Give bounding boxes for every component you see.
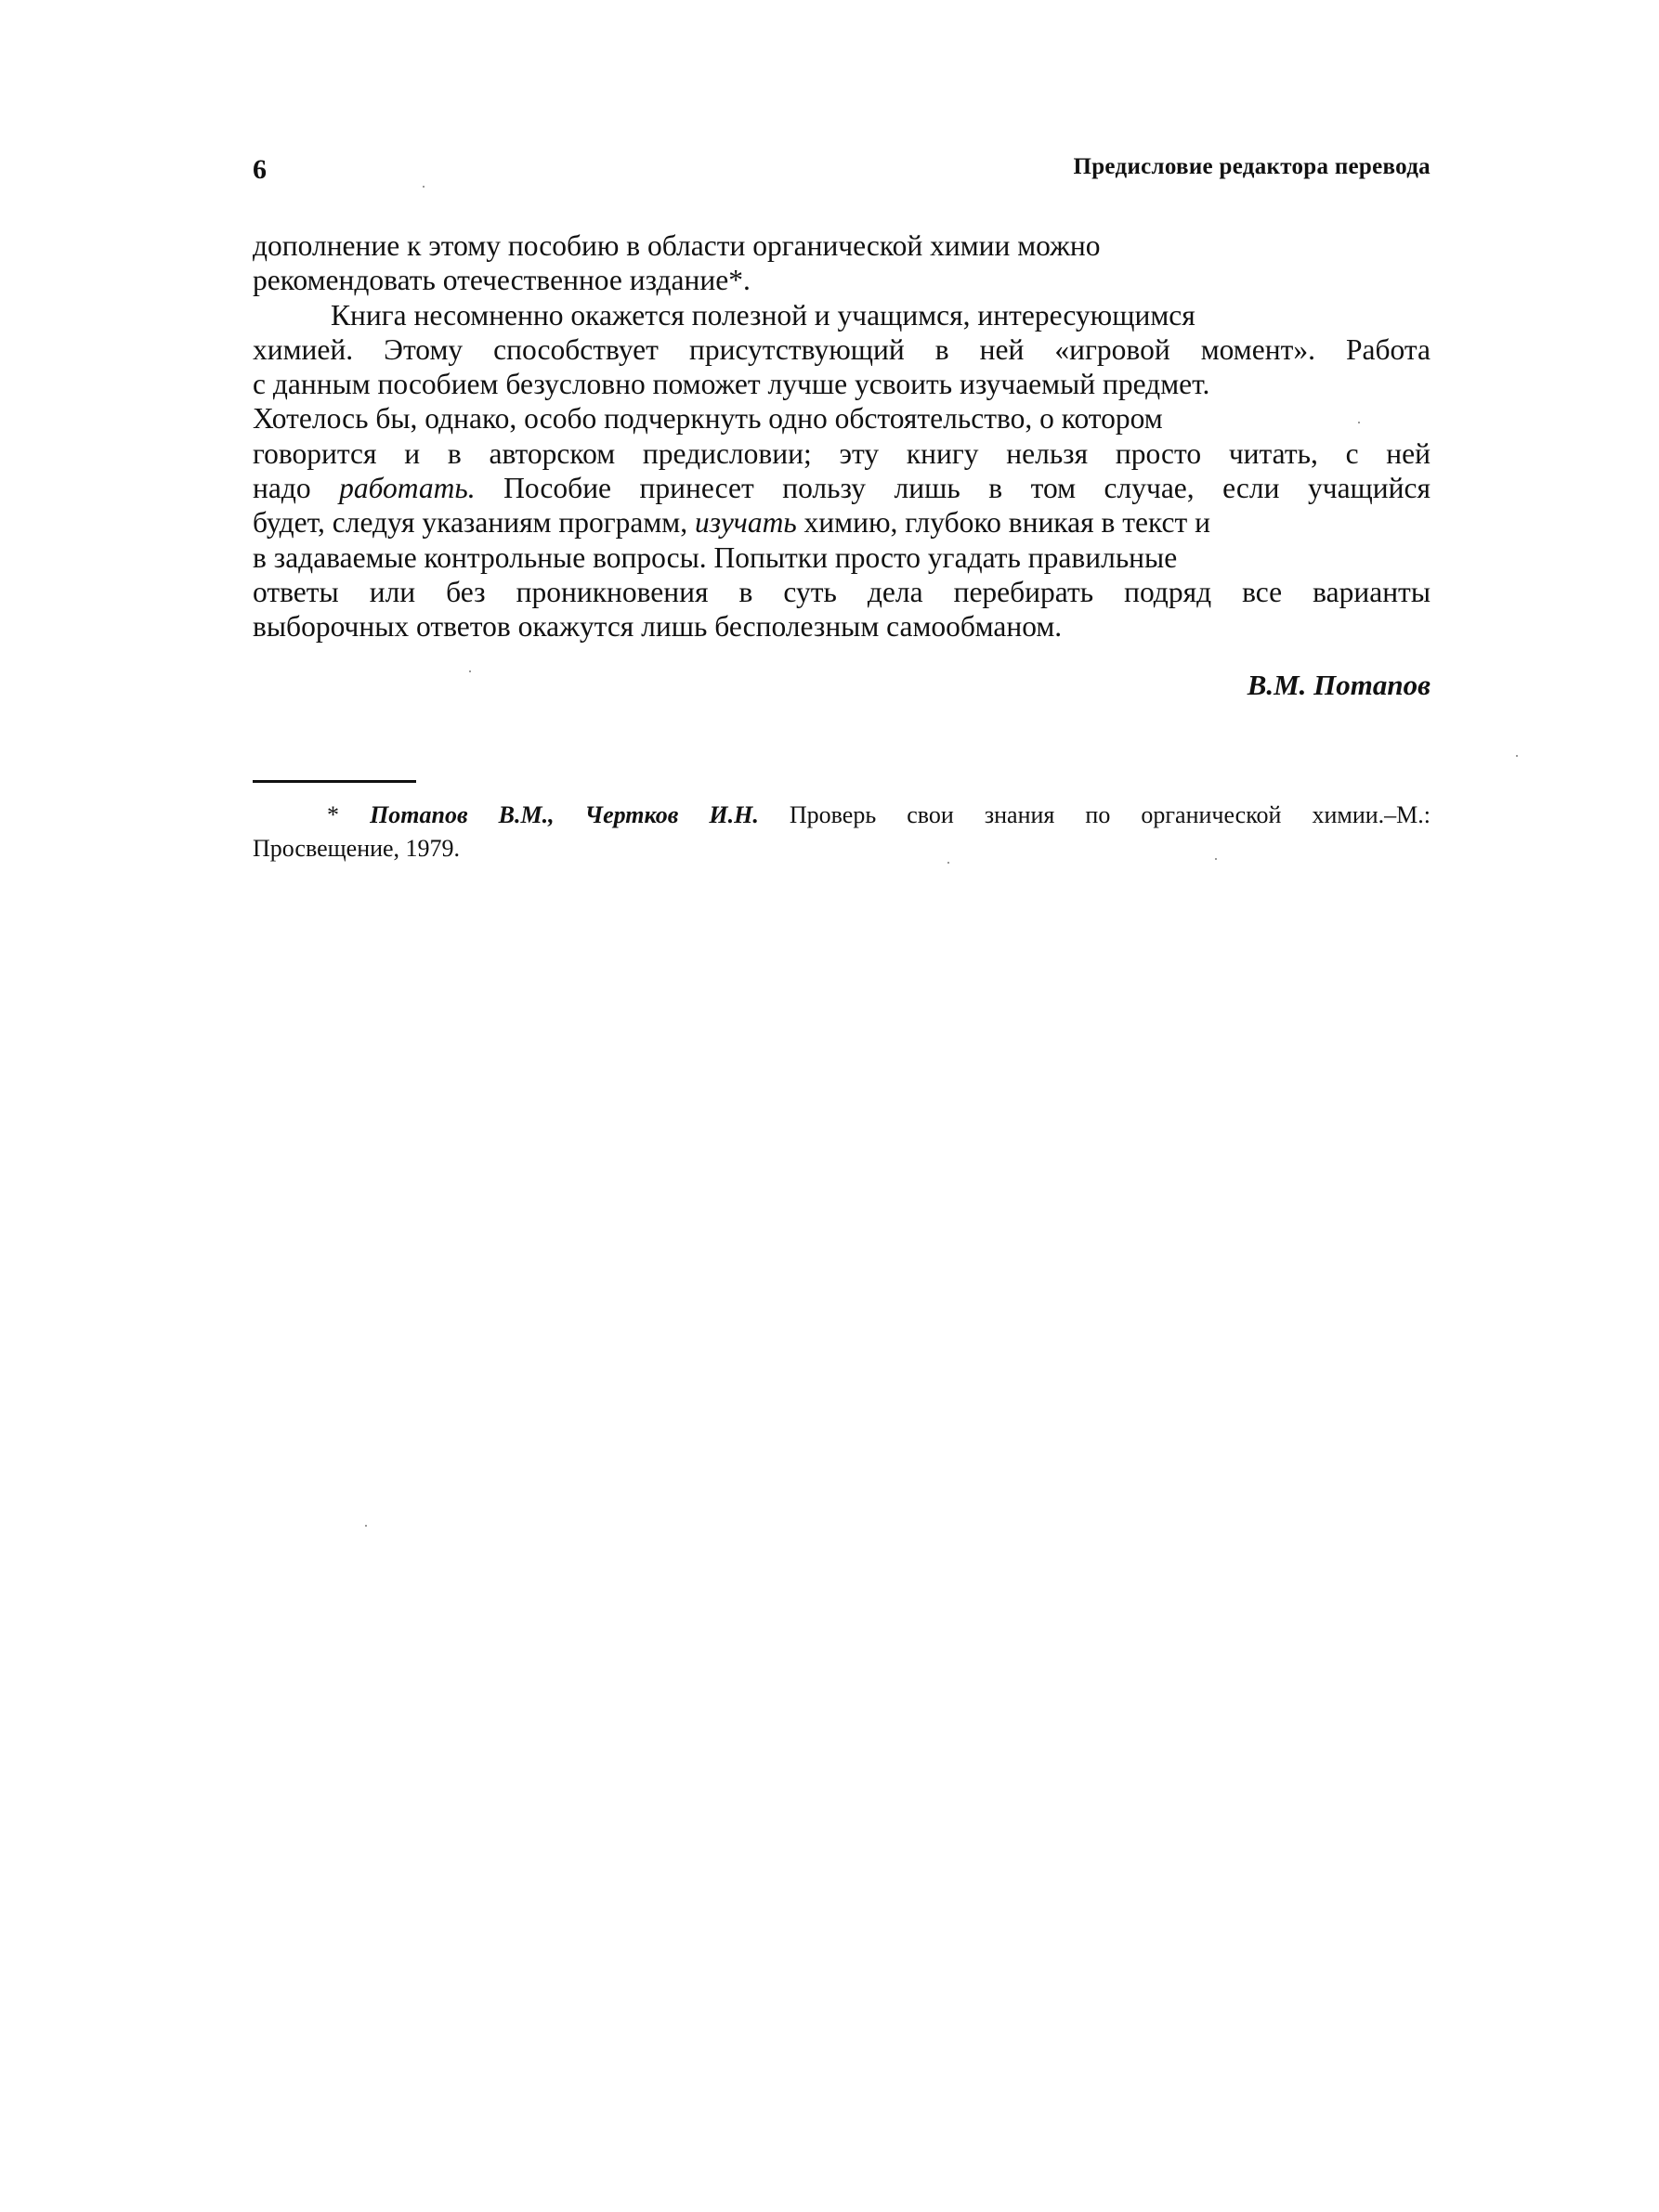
text-line: химией. Этому способствует присутствующий в ней «игровой момент». Работа (253, 332, 1430, 366)
footnote-authors: Потапов В.М., Чертков И.Н. (370, 801, 759, 828)
body-text (253, 228, 1430, 644)
text-line: ответы или без проникновения в суть дела перебирать подряд все варианты (253, 575, 1430, 608)
text-segment: Пособие принесет пользу лишь в том случае, если учащийся (475, 472, 1430, 505)
footnote-title: Проверь свои знания по органической химии.–М.: (789, 801, 1431, 828)
page-number: 6 (253, 154, 267, 185)
scan-speck (1215, 858, 1217, 860)
signature: В.М. Потапов (1247, 669, 1430, 701)
text-line: в задаваемые контрольные вопросы. Попытки просто угадать правильные (253, 540, 1178, 574)
scan-speck (365, 1525, 367, 1527)
text-line: с данным пособием безусловно поможет лучше усвоить изучаемый предмет. (253, 368, 1210, 401)
emphasis-text: работать. (339, 472, 476, 505)
text-line: Книга несомненно окажется полезной и учащимся, интересующимся (331, 298, 1195, 332)
text-line (253, 505, 1430, 540)
footnote-line (253, 799, 1430, 832)
footnote-marker: * (327, 801, 339, 828)
text-line: выборочных ответов окажутся лишь бесполезным самообманом. (253, 610, 1063, 644)
scan-speck (1358, 422, 1360, 423)
footnote (253, 799, 1430, 865)
text-segment: будет, следуя указаниям программ, (253, 506, 695, 540)
text-segment: химию, глубоко вникая в текст и (796, 506, 1210, 540)
emphasis-text: изучать (695, 506, 797, 540)
footnote-publisher: Просвещение, 1979. (253, 835, 461, 862)
text-line: говорится и в авторском предисловии; эту книгу нельзя просто читать, с ней (253, 436, 1430, 470)
text-segment: надо (253, 472, 340, 505)
running-head: Предисловие редактора перевода (1073, 154, 1430, 179)
text-line: рекомендовать отечественное издание*. (253, 264, 751, 297)
scan-speck (1516, 755, 1518, 757)
scan-speck (423, 186, 425, 188)
footnote-divider (253, 780, 416, 783)
scan-speck (947, 862, 949, 864)
text-line: Хотелось бы, однако, особо подчеркнуть одно обстоятельство, о котором (253, 402, 1163, 436)
text-line (253, 471, 1430, 505)
text-line: дополнение к этому пособию в области органической химии можно (253, 229, 1101, 262)
scan-speck (469, 670, 471, 672)
